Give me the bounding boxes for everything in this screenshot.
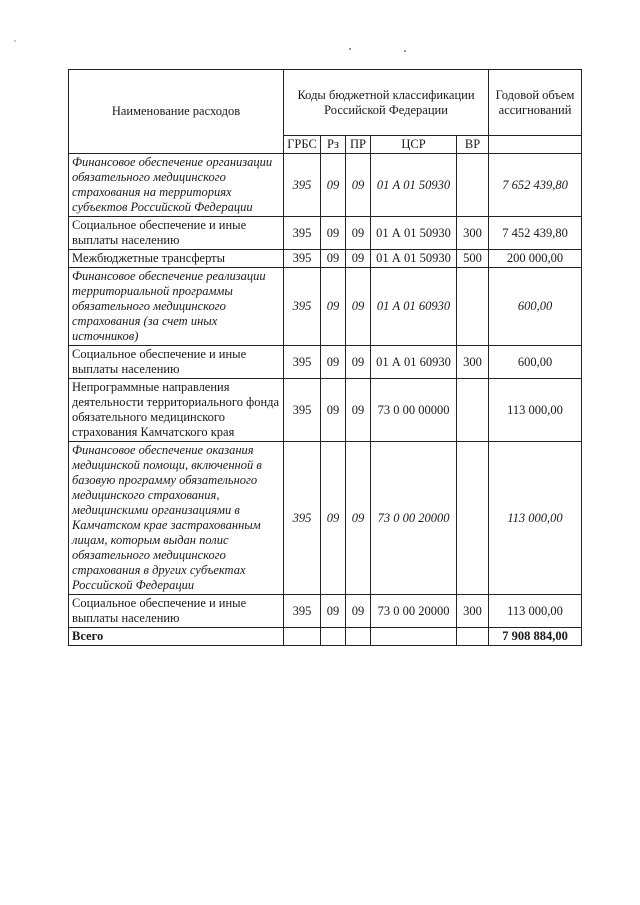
row-csr: 01 А 01 50930 <box>371 217 457 250</box>
total-empty-cell <box>346 628 371 646</box>
row-csr: 01 А 01 60930 <box>371 346 457 379</box>
header-vr: ВР <box>457 136 489 154</box>
row-pr: 09 <box>346 442 371 595</box>
row-grbs: 395 <box>284 154 321 217</box>
row-grbs: 395 <box>284 250 321 268</box>
row-amount: 113 000,00 <box>489 379 582 442</box>
row-grbs: 395 <box>284 595 321 628</box>
row-name: Непрограммные направления деятельности территориального фонда обязательного медицинского страхования Камчатского края <box>69 379 284 442</box>
table-row <box>69 217 582 250</box>
row-grbs: 395 <box>284 442 321 595</box>
row-grbs: 395 <box>284 268 321 346</box>
row-csr: 73 0 00 20000 <box>371 595 457 628</box>
total-empty-cell <box>284 628 321 646</box>
row-name: Финансовое обеспечение реализации территориальной программы обязательного медицинского страхования (за счет иных источников) <box>69 268 284 346</box>
row-vr <box>457 268 489 346</box>
table-row <box>69 595 582 628</box>
table-row <box>69 442 582 595</box>
scan-speck <box>404 50 406 52</box>
header-row <box>69 70 582 136</box>
table-row <box>69 346 582 379</box>
row-grbs: 395 <box>284 346 321 379</box>
row-csr: 01 А 01 50930 <box>371 250 457 268</box>
scan-speck <box>349 48 351 50</box>
total-label: Всего <box>69 628 284 646</box>
header-name-column: Наименование расходов <box>69 70 284 154</box>
row-name: Социальное обеспечение и иные выплаты населению <box>69 346 284 379</box>
row-vr <box>457 154 489 217</box>
row-vr <box>457 379 489 442</box>
row-pr: 09 <box>346 346 371 379</box>
row-pr: 09 <box>346 595 371 628</box>
row-amount: 200 000,00 <box>489 250 582 268</box>
table-row <box>69 250 582 268</box>
row-amount: 7 452 439,80 <box>489 217 582 250</box>
row-vr: 300 <box>457 217 489 250</box>
total-row <box>69 628 582 646</box>
header-amount-column: Годовой объем ассигнований <box>489 70 582 136</box>
total-amount: 7 908 884,00 <box>489 628 582 646</box>
row-name: Финансовое обеспечение оказания медицинской помощи, включенной в базовую программу обязательного медицинского страхования, медицинскими организациями в Камчатском крае застрахованным лицам, которым выдан полис обязательного медицинского страхования в других субъектах Российской Федерации <box>69 442 284 595</box>
row-rz: 09 <box>321 250 346 268</box>
header-pr: ПР <box>346 136 371 154</box>
row-pr: 09 <box>346 250 371 268</box>
row-rz: 09 <box>321 442 346 595</box>
table-row <box>69 154 582 217</box>
budget-table <box>68 69 582 646</box>
row-csr: 73 0 00 00000 <box>371 379 457 442</box>
row-rz: 09 <box>321 379 346 442</box>
row-vr: 300 <box>457 346 489 379</box>
row-amount: 113 000,00 <box>489 442 582 595</box>
row-name: Межбюджетные трансферты <box>69 250 284 268</box>
row-vr: 300 <box>457 595 489 628</box>
row-amount: 113 000,00 <box>489 595 582 628</box>
row-rz: 09 <box>321 154 346 217</box>
row-pr: 09 <box>346 154 371 217</box>
table-row <box>69 379 582 442</box>
table-row <box>69 268 582 346</box>
row-vr <box>457 442 489 595</box>
row-vr: 500 <box>457 250 489 268</box>
row-grbs: 395 <box>284 217 321 250</box>
row-name: Социальное обеспечение и иные выплаты населению <box>69 595 284 628</box>
row-rz: 09 <box>321 268 346 346</box>
scan-speck <box>14 40 16 42</box>
row-csr: 01 А 01 50930 <box>371 154 457 217</box>
row-amount: 600,00 <box>489 346 582 379</box>
row-pr: 09 <box>346 268 371 346</box>
row-amount: 600,00 <box>489 268 582 346</box>
row-csr: 73 0 00 20000 <box>371 442 457 595</box>
row-rz: 09 <box>321 217 346 250</box>
row-name: Финансовое обеспечение организации обязательного медицинского страхования на территориях субъектов Российской Федерации <box>69 154 284 217</box>
header-csr: ЦСР <box>371 136 457 154</box>
header-codes-group: Коды бюджетной классификации Российской Федерации <box>284 70 489 136</box>
row-rz: 09 <box>321 595 346 628</box>
row-rz: 09 <box>321 346 346 379</box>
header-grbs: ГРБС <box>284 136 321 154</box>
header-rz: Рз <box>321 136 346 154</box>
row-pr: 09 <box>346 379 371 442</box>
row-pr: 09 <box>346 217 371 250</box>
row-amount: 7 652 439,80 <box>489 154 582 217</box>
row-name: Социальное обеспечение и иные выплаты населению <box>69 217 284 250</box>
total-empty-cell <box>457 628 489 646</box>
total-empty-cell <box>321 628 346 646</box>
row-csr: 01 А 01 60930 <box>371 268 457 346</box>
total-empty-cell <box>371 628 457 646</box>
header-amount-empty <box>489 136 582 154</box>
row-grbs: 395 <box>284 379 321 442</box>
